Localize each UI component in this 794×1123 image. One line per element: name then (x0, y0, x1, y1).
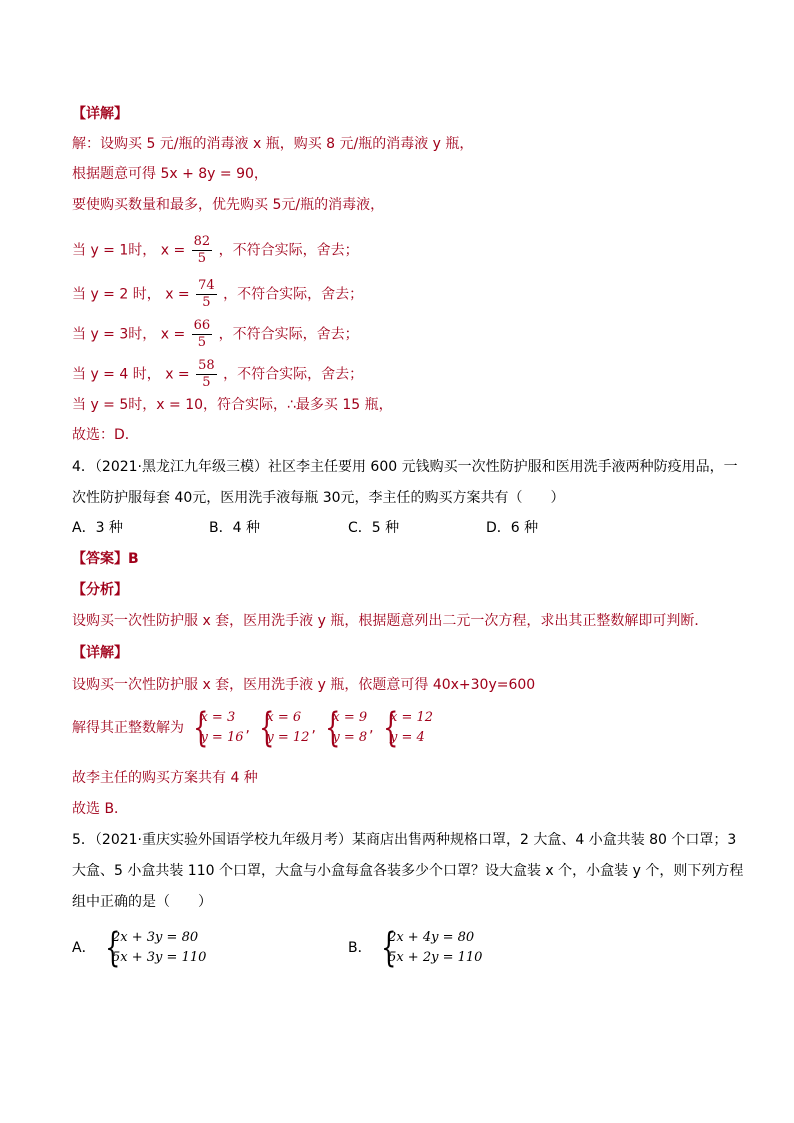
option-c: C．5 种 (348, 520, 400, 536)
case-line-4 (72, 358, 363, 391)
option-b (348, 928, 484, 968)
option-a-label: A． (72, 940, 96, 956)
case-pre: 当 y = 1时， (72, 242, 157, 259)
option-a (72, 928, 208, 968)
case-x: x = (160, 242, 186, 259)
q4-choice: 故选 B． (72, 801, 129, 817)
case-x: x = (165, 286, 190, 303)
case-post: ，不符合实际，舍去； (218, 242, 359, 259)
q4-detail-heading: 【详解】 (72, 645, 128, 661)
q5-line-1: 5．（2021·重庆实验外国语学校九年级月考）某商店出售两种规格口罩，2 大盒、4 小盒共装 80 个口罩；3 (72, 832, 737, 848)
case-line-1 (72, 234, 359, 267)
fraction: $\frac{58}{5}$ (198, 358, 215, 390)
case-line-3 (72, 318, 359, 351)
solution-last-line: 当 y = 5时，x = 10，符合实际，∴最多买 15 瓶， (72, 397, 393, 413)
option-d: D．6 种 (486, 520, 539, 536)
equation-system: { x = 3 y = 16 (190, 708, 243, 748)
solution-choice: 故选：D． (72, 427, 139, 443)
case-x: x = (160, 326, 186, 343)
q4-solutions: 解得其正整数解为 { x = 3 y = 16 , { x = 6 y = 12 , { x = 9 y = 8 , { x = 12 y = 4 (72, 708, 435, 748)
solution-line-1: 解：设购买 5 元/瓶的消毒液 x 瓶，购买 8 元/瓶的消毒液 y 瓶， (72, 136, 474, 152)
solution-line-3: 要使购买数量和最多，优先购买 5元/瓶的消毒液， (72, 197, 385, 213)
equation-system: { 2x + 4y = 80 5x + 2y = 110 (378, 928, 482, 968)
case-post: ，不符合实际，舍去； (218, 326, 359, 343)
equation-system: { x = 6 y = 12 (256, 708, 309, 748)
option-b: B．4 种 (209, 520, 260, 536)
case-pre: 当 y = 4 时， (72, 366, 161, 383)
q4-line-1: 4．（2021·黑龙江九年级三模）社区李主任要用 600 元钱购买一次性防护服和医用洗手液两种防疫用品，一 (72, 459, 738, 475)
solution-line-2: 根据题意可得 5x + 8y = 90， (72, 166, 268, 182)
case-pre: 当 y = 3时， (72, 326, 157, 343)
case-post: ，不符合实际，舍去； (223, 366, 364, 383)
equation-system: { x = 12 y = 4 (380, 708, 433, 748)
q4-detail-1: 设购买一次性防护服 x 套，医用洗手液 y 瓶，依题意可得 40x+30y=600 (72, 677, 536, 693)
case-pre: 当 y = 2 时， (72, 286, 161, 303)
q4-answer: 【答案】B (72, 551, 139, 567)
option-a: A．3 种 (72, 520, 123, 536)
q4-conclusion: 故李主任的购买方案共有 4 种 (72, 770, 258, 786)
fraction: $\frac{66}{5}$ (193, 318, 211, 350)
fraction: $\frac{82}{5}$ (193, 234, 211, 266)
solve-prefix: 解得其正整数解为 (72, 720, 184, 736)
case-post: ，不符合实际，舍去； (223, 286, 364, 303)
q5-line-2: 大盒、5 小盒共装 110 个口罩，大盒与小盒每盒各装多少个口罩？设大盒装 x 个，小盒装 y 个，则下列方程 (72, 863, 744, 879)
option-b-label: B． (348, 940, 372, 956)
q4-analysis: 设购买一次性防护服 x 套，医用洗手液 y 瓶，根据题意列出二元一次方程，求出其正整数解即可判断． (72, 613, 709, 629)
q4-line-2: 次性防护服每套 40元，医用洗手液每瓶 30元，李主任的购买方案共有（ ） (72, 490, 565, 506)
q5-line-3: 组中正确的是（ ） (72, 894, 212, 910)
fraction: $\frac{74}{5}$ (198, 278, 215, 310)
q4-analysis-heading: 【分析】 (72, 582, 128, 598)
detail-heading-1: 【详解】 (72, 106, 128, 122)
equation-system: { 2x + 3y = 80 5x + 3y = 110 (102, 928, 206, 968)
case-x: x = (165, 366, 190, 383)
case-line-2 (72, 278, 363, 311)
equation-system: { x = 9 y = 8 (322, 708, 367, 748)
